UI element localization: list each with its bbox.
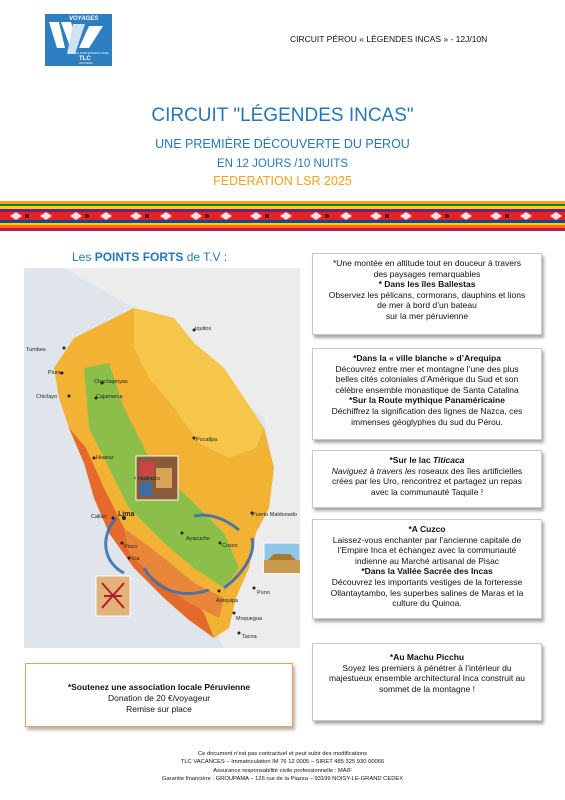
box-line: Observez les pélicans, cormorans, dauphins et lions bbox=[328, 289, 526, 300]
box-line-italic: Naviguez à travers les bbox=[331, 465, 416, 476]
footer-line: TLC VACANCES – Immatriculation IM 76 12 0005 – SIRET 485 325 930 00066 bbox=[180, 759, 385, 766]
map-label: Chachapoyas bbox=[94, 379, 128, 385]
points-prefix: Les bbox=[72, 250, 95, 264]
map-label: Callao bbox=[91, 514, 107, 520]
map-label: Lima bbox=[118, 511, 135, 518]
box-line: crées par les Uro, rencontrez et partagez un repas bbox=[332, 476, 522, 487]
logo-brand: VOYAGES bbox=[69, 16, 99, 22]
box-line: l’Empire Inca et échangez avec la communauté bbox=[337, 545, 517, 556]
highlight-box-machu-picchu bbox=[312, 643, 542, 721]
map-label: Pucallpa bbox=[196, 437, 218, 443]
map-label: Iquitos bbox=[195, 326, 212, 332]
box-heading: *A Cuzco bbox=[408, 524, 446, 534]
points-suffix: de T.V : bbox=[183, 250, 228, 264]
map-label: Tumbes bbox=[26, 347, 46, 353]
box-line: de mer à bord d’un bateau bbox=[377, 300, 477, 311]
box-heading: *Au Machu Picchu bbox=[389, 652, 465, 662]
box-line: Découvrez les importants vestiges de la forteresse bbox=[331, 576, 523, 587]
box-line: belles cités coloniales d’Amérique du Sud et son bbox=[335, 374, 519, 385]
map-label: Pisco bbox=[124, 544, 138, 550]
box-line: Déchiffrez la signification des lignes de Nazca, ces bbox=[331, 405, 523, 416]
highlight-box-cuzco bbox=[312, 519, 542, 619]
footer-line: Ce document n’est pas contractuel et peut subir des modifications bbox=[197, 751, 368, 757]
points-forts-heading bbox=[72, 250, 227, 264]
box-line: culture du Quinoa. bbox=[392, 598, 462, 609]
box-heading-text: *Sur le lac bbox=[389, 455, 433, 465]
logo-partner: EN PARTENARIAT AVEC bbox=[75, 51, 110, 55]
association-box bbox=[25, 663, 293, 727]
highlight-box-titicaca bbox=[312, 450, 542, 508]
highlight-box-arequipa bbox=[312, 348, 542, 440]
box-line-text: roseaux des îles artificielles bbox=[415, 465, 523, 476]
box-heading: * Dans les îles Ballestas bbox=[378, 279, 476, 290]
box-line: *Une montée en altitude tout en douceur à travers bbox=[332, 258, 522, 268]
footer-line: Garantie financière : GROUPAMA – 126 rue de la Piazza – 93199 NOISY-LE-GRAND CEDEX bbox=[161, 775, 404, 782]
map-label: Cajamarca bbox=[96, 394, 123, 400]
points-bold: POINTS FORTS bbox=[94, 250, 184, 264]
box-line: Laissez-vous enchanter par l’ancienne capitale de bbox=[332, 534, 522, 545]
association-heading: *Soutenez une association locale Péruvienne bbox=[67, 682, 251, 692]
box-line: célèbre ensemble monastique de Santa Catalina bbox=[335, 384, 519, 395]
map-label: Piura bbox=[48, 370, 61, 376]
association-donation: Donation de 20 €/voyageur bbox=[107, 693, 211, 703]
map-label: Huánuco bbox=[138, 476, 161, 482]
box-heading: *Dans la « ville blanche » d’Arequipa bbox=[353, 353, 501, 363]
box-line: sur la mer péruvienne bbox=[385, 310, 469, 321]
map-label: Tacna bbox=[242, 634, 257, 640]
box-heading-italic: Titicaca bbox=[432, 455, 465, 465]
box-line: des paysages remarquables bbox=[373, 268, 481, 279]
map-label: Cusco bbox=[222, 543, 238, 549]
box-line: Soyez les premiers à pénétrer à l’intérieur du bbox=[342, 662, 512, 673]
highlight-box-ballestas bbox=[312, 253, 542, 335]
box-line: immenses géoglyphes du sud du Pérou. bbox=[351, 416, 503, 427]
association-note: Remise sur place bbox=[126, 704, 192, 714]
map-label: Puerto Maldonado bbox=[252, 512, 297, 518]
map-label: Moquegua bbox=[236, 616, 262, 622]
box-line: majestueux ensemble architectural Inca construit au bbox=[328, 673, 526, 684]
textile-banner bbox=[0, 201, 565, 231]
map-label: Arequipa bbox=[216, 598, 239, 604]
map-label: Chiclayo bbox=[36, 394, 58, 400]
logo-tlc: TLC bbox=[79, 56, 91, 62]
box-line: Découvrez entre mer et montagne l’une des plus bbox=[335, 363, 519, 374]
trip-duration: EN 12 JOURS /10 NUITS bbox=[216, 158, 348, 170]
page-subtitle: UNE PREMIÈRE DÉCOUVERTE DU PEROU bbox=[155, 137, 410, 151]
map-label: Puno bbox=[257, 590, 270, 596]
box-line: sommet de la montagne ! bbox=[379, 683, 475, 694]
box-heading: *Sur la Route mythique Panaméricaine bbox=[349, 395, 505, 406]
logo-vacances: VACANCES bbox=[79, 62, 93, 65]
box-line bbox=[313, 466, 541, 477]
footer bbox=[0, 750, 565, 783]
map-label: Huaraz bbox=[96, 455, 114, 461]
box-line: Ollantaytambo, les superbes salines de Maras et la bbox=[330, 587, 524, 598]
header-title: CIRCUIT PÉROU « LÉGENDES INCAS » - 12J/10N bbox=[290, 34, 488, 44]
map-label: Ica bbox=[132, 556, 140, 562]
box-line: indienne au Marché artisanal de Pisac bbox=[354, 555, 500, 566]
footer-line: Assurance responsabilité civile professionnelle : MAIF bbox=[213, 767, 352, 774]
box-line: avec la communauté Taquile ! bbox=[370, 486, 484, 497]
federation-label: FEDERATION LSR 2025 bbox=[213, 174, 352, 188]
page-title: CIRCUIT "LÉGENDES INCAS" bbox=[151, 105, 414, 126]
tlc-voyages-logo bbox=[45, 14, 112, 66]
box-heading bbox=[313, 455, 541, 466]
map-label: Ayacucho bbox=[186, 536, 211, 542]
box-heading: *Dans la Vallée Sacrée des Incas bbox=[361, 566, 493, 577]
